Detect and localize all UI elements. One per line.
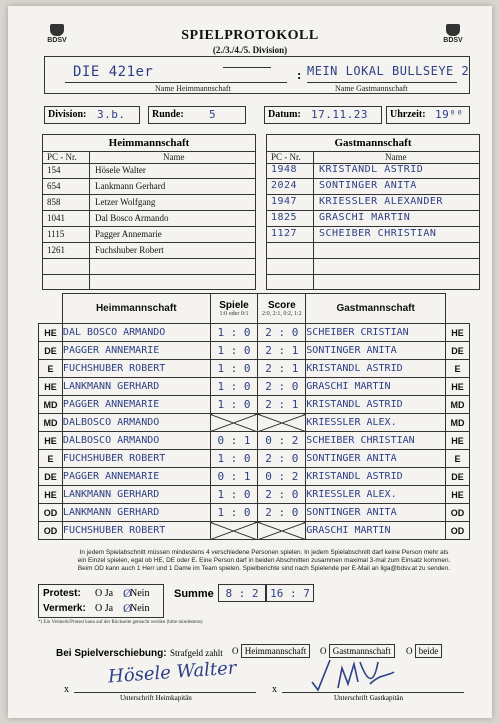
game-guest-player: SONTINGER ANITA — [306, 450, 446, 468]
game-result: 1 : 0 — [210, 504, 258, 522]
game-type-right: E — [446, 450, 470, 468]
protest-ja-option[interactable]: O Ja — [95, 588, 114, 599]
game-type-right: OD — [446, 522, 470, 540]
game-home-player: LANKMANN GERHARD — [62, 378, 210, 396]
home-roster-row — [43, 259, 255, 275]
game-row — [39, 504, 470, 522]
game-result: 1 : 0 — [210, 378, 258, 396]
guest-roster-row — [267, 195, 479, 211]
game-row — [39, 414, 470, 432]
game-row — [39, 468, 470, 486]
score-sheet — [8, 6, 492, 718]
game-home-player: DALBOSCO ARMANDO — [62, 432, 210, 450]
home-team-name: DIE 421er — [73, 64, 154, 80]
guest-player-name: KRIESSLER ALEXANDER — [319, 196, 443, 207]
game-guest-player: KRISTANDL ASTRID — [306, 468, 446, 486]
game-type-left: OD — [39, 522, 63, 540]
home-player-pc: 858 — [47, 197, 61, 207]
game-result: 1 : 0 — [210, 324, 258, 342]
game-type-left: E — [39, 360, 63, 378]
division-field: Division: 3.b. — [44, 106, 140, 124]
home-name-underline — [65, 82, 287, 83]
game-type-left: MD — [39, 396, 63, 414]
game-type-left: DE — [39, 468, 63, 486]
game-result: 1 : 0 — [210, 360, 258, 378]
summe-games: 8 : 2 — [218, 584, 266, 602]
team-separator: : — [297, 67, 302, 82]
games-guest-header: Gastmannschaft — [306, 294, 446, 324]
game-guest-player: SCHEIBER CHRISTIAN — [306, 432, 446, 450]
game-guest-player: SONTINGER ANITA — [306, 504, 446, 522]
guest-roster-row — [267, 211, 479, 227]
game-type-right: OD — [446, 504, 470, 522]
summe-label: Summe — [174, 588, 214, 600]
game-type-right: HE — [446, 324, 470, 342]
game-score: 2 : 0 — [258, 378, 306, 396]
game-home-player: PAGGER ANNEMARIE — [62, 468, 210, 486]
game-type-left: MD — [39, 414, 63, 432]
guest-roster-row — [267, 243, 479, 259]
home-team-line — [223, 67, 271, 68]
guest-team-name: MEIN LOKAL BULLSEYE 2 — [307, 64, 470, 78]
guest-roster-row — [267, 163, 479, 179]
game-home-player: LANKMANN GERHARD — [62, 504, 210, 522]
home-player-name: Hösele Walter — [95, 165, 146, 175]
game-type-left: HE — [39, 486, 63, 504]
games-score-header: Score 2:0, 2:1, 0:2, 1:2 — [258, 294, 306, 324]
protest-nein-option[interactable]: Ø Nein — [123, 586, 150, 600]
time-field: Uhrzeit: 19⁰⁰ — [386, 106, 470, 124]
game-score: 2 : 1 — [258, 396, 306, 414]
game-guest-player: KRISTANDL ASTRID — [306, 360, 446, 378]
home-roster-row — [43, 195, 255, 211]
game-score: 2 : 0 — [258, 450, 306, 468]
guest-player-pc: 1825 — [271, 212, 298, 223]
game-row — [39, 378, 470, 396]
game-home-player: DAL BOSCO ARMANDO — [62, 324, 210, 342]
division-value: 3.b. — [97, 108, 126, 121]
home-player-name: Pagger Annemarie — [95, 229, 162, 239]
game-score: 2 : 1 — [258, 342, 306, 360]
game-result: 0 : 1 — [210, 468, 258, 486]
game-guest-player: GRASCHI MARTIN — [306, 378, 446, 396]
game-result — [210, 522, 258, 540]
vermerk-label: Vermerk: — [43, 603, 86, 614]
game-home-player: LANKMANN GERHARD — [62, 486, 210, 504]
game-score: 2 : 0 — [258, 324, 306, 342]
guest-sign-x: x — [272, 684, 277, 695]
date-value: 17.11.23 — [311, 108, 368, 121]
game-result — [210, 414, 258, 432]
home-player-pc: 1041 — [47, 213, 65, 223]
game-row — [39, 450, 470, 468]
game-type-right: DE — [446, 342, 470, 360]
postpone-label: Bei Spielverschiebung: — [56, 648, 167, 659]
home-player-name: Lankmann Gerhard — [95, 181, 166, 191]
game-result: 1 : 0 — [210, 342, 258, 360]
game-home-player: PAGGER ANNEMARIE — [62, 396, 210, 414]
games-table — [38, 293, 470, 540]
game-type-left: HE — [39, 378, 63, 396]
game-row — [39, 486, 470, 504]
game-type-left: DE — [39, 342, 63, 360]
summe-score: 16 : 7 — [266, 584, 314, 602]
home-roster-row — [43, 163, 255, 179]
game-guest-player: SCHEIBER CRISTIAN — [306, 324, 446, 342]
game-row — [39, 360, 470, 378]
game-result: 1 : 0 — [210, 486, 258, 504]
vermerk-ja-option[interactable]: O Ja — [95, 603, 114, 614]
game-type-right: E — [446, 360, 470, 378]
game-result: 1 : 0 — [210, 396, 258, 414]
guest-roster-row — [267, 227, 479, 243]
games-spiele-header: Spiele 1:0 oder 0:1 — [210, 294, 258, 324]
protest-box — [38, 584, 164, 618]
guest-signature — [308, 654, 398, 694]
game-type-right: MD — [446, 396, 470, 414]
guest-player-pc: 1127 — [271, 228, 298, 239]
game-score: 2 : 0 — [258, 486, 306, 504]
guest-name-underline — [307, 82, 457, 83]
home-player-name: Fuchshuber Robert — [95, 245, 164, 255]
guest-player-pc: 2024 — [271, 180, 298, 191]
game-score: 2 : 1 — [258, 360, 306, 378]
time-value: 19⁰⁰ — [435, 108, 464, 121]
bdsv-logo-left: BDSV — [44, 24, 70, 46]
home-roster-row — [43, 179, 255, 195]
game-type-right: HE — [446, 486, 470, 504]
home-signature: Hösele Walter — [107, 657, 238, 688]
game-row — [39, 522, 470, 540]
home-roster-row — [43, 243, 255, 259]
game-score: 2 : 0 — [258, 504, 306, 522]
guest-sign-caption: Unterschrift Gastkapitän — [334, 694, 404, 702]
guest-roster-header: PC - Nr. Name — [267, 151, 479, 164]
game-home-player: PAGGER ANNEMARIE — [62, 342, 210, 360]
game-home-player: DALBOSCO ARMANDO — [62, 414, 210, 432]
game-type-left: E — [39, 450, 63, 468]
fine-option-home[interactable]: O Heimmannschaft — [232, 644, 310, 658]
home-sign-caption: Unterschrift Heimkapitän — [120, 694, 192, 702]
guest-roster-row — [267, 259, 479, 275]
guest-roster-row — [267, 179, 479, 195]
game-row — [39, 342, 470, 360]
games-header-row — [39, 294, 470, 324]
home-roster-row — [43, 211, 255, 227]
game-guest-player: KRIESSLER ALEX. — [306, 414, 446, 432]
guest-player-name: KRISTANDL ASTRID — [319, 164, 424, 175]
game-result: 0 : 1 — [210, 432, 258, 450]
game-score — [258, 522, 306, 540]
fine-option-both[interactable]: O beide — [406, 644, 442, 658]
game-guest-player: KRISTANDL ASTRID — [306, 396, 446, 414]
game-home-player: FUCHSHUBER ROBERT — [62, 360, 210, 378]
game-score — [258, 414, 306, 432]
protest-label: Protest: — [43, 588, 81, 599]
guest-player-name: GRASCHI MARTIN — [319, 212, 411, 223]
game-type-right: HE — [446, 378, 470, 396]
fine-label: Strafgeld zahlt — [170, 648, 223, 658]
game-guest-player: KRIESSLER ALEX. — [306, 486, 446, 504]
game-type-left: OD — [39, 504, 63, 522]
guest-player-name: SONTINGER ANITA — [319, 180, 417, 191]
game-rows — [39, 324, 470, 540]
page-subtitle: (2./3./4./5. Division) — [212, 45, 288, 55]
game-type-right: HE — [446, 432, 470, 450]
home-roster-row — [43, 227, 255, 243]
game-guest-player: SONTINGER ANITA — [306, 342, 446, 360]
guest-player-name: SCHEIBER CHRISTIAN — [319, 228, 437, 239]
game-row — [39, 324, 470, 342]
home-roster-table — [42, 134, 256, 290]
game-row — [39, 396, 470, 414]
date-field: Datum: 17.11.23 — [264, 106, 382, 124]
game-guest-player: GRASCHI MARTIN — [306, 522, 446, 540]
protest-footnote: *) Ein Vermerk/Protest kann auf der Rückseite gemacht werden (bitte mindestens) — [38, 620, 203, 625]
home-player-pc: 654 — [47, 181, 61, 191]
home-player-pc: 1115 — [47, 229, 65, 239]
round-value: 5 — [209, 108, 217, 121]
games-home-header: Heimmannschaft — [62, 294, 210, 324]
bdsv-logo-right: BDSV — [440, 24, 466, 46]
home-team-label: Name Heimmannschaft — [155, 84, 231, 93]
team-names-box — [44, 56, 470, 94]
guest-team-label: Name Gastmannschaft — [335, 84, 408, 93]
game-type-left: HE — [39, 324, 63, 342]
guest-player-pc: 1947 — [271, 196, 298, 207]
home-player-pc: 154 — [47, 165, 61, 175]
home-roster-row — [43, 275, 255, 291]
game-type-right: DE — [446, 468, 470, 486]
game-result: 1 : 0 — [210, 450, 258, 468]
game-home-player: FUCHSHUBER ROBERT — [62, 522, 210, 540]
rules-text: In jedem Spielabschnitt müssen mindestens 4 verschiedene Personen spielen. In jedem Spielabschnitt darf keine Person mehr als ein Einzel spielen, egal ob HE, DE oder E. Eine Person darf in beiden Abschnitten zusammen maximal 3-mal zum Einsatz kommen. Beim OD kann auch 1 Herr und 1 Dame im Team spielen. Spielberichte sind nach Spielende per E-Mail an liga@bdsv.at zu senden. — [77, 549, 451, 572]
home-sign-x: x — [64, 684, 69, 695]
round-field: Runde: 5 — [148, 106, 246, 124]
home-player-name: Dal Bosco Armando — [95, 213, 169, 223]
page-title: SPIELPROTOKOLL — [181, 28, 319, 43]
vermerk-nein-option[interactable]: Ø Nein — [123, 601, 150, 615]
home-sign-line — [74, 692, 256, 693]
game-type-right: MD — [446, 414, 470, 432]
guest-roster-row — [267, 275, 479, 291]
game-home-player: FUCHSHUBER ROBERT — [62, 450, 210, 468]
guest-player-pc: 1948 — [271, 164, 298, 175]
home-roster-header: PC - Nr. Name — [43, 151, 255, 164]
guest-roster-table — [266, 134, 480, 290]
guest-roster-title: Gastmannschaft — [267, 135, 479, 152]
game-score: 0 : 2 — [258, 432, 306, 450]
game-type-left: HE — [39, 432, 63, 450]
fine-option-guest[interactable]: O Gastmannschaft — [320, 644, 395, 658]
home-roster-title: Heimmannschaft — [43, 135, 255, 152]
game-row — [39, 432, 470, 450]
game-score: 0 : 2 — [258, 468, 306, 486]
home-player-pc: 1261 — [47, 245, 65, 255]
home-player-name: Letzer Wolfgang — [95, 197, 156, 207]
